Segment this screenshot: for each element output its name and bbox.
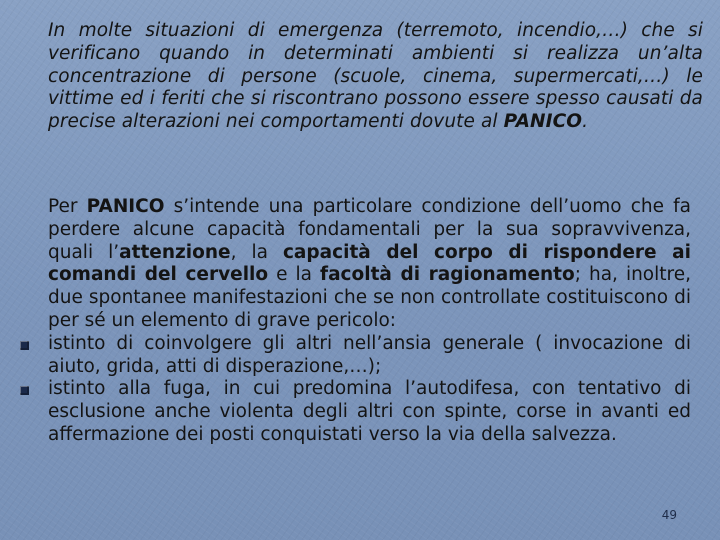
definition-paragraph xyxy=(48,196,691,333)
square-bullet-icon xyxy=(20,341,29,350)
definition-bold-capacita: capacità del corpo di rispondere ai comandi del cervello xyxy=(48,241,691,286)
page-number: 49 xyxy=(661,508,677,522)
bullet-text: istinto di coinvolgere gli altri nell’ansia generale ( invocazione di aiuto, grida, atti di disperazione,…); xyxy=(48,332,691,377)
definition-bold-ragionamento: facoltà di ragionamento xyxy=(320,264,575,286)
square-bullet-icon xyxy=(20,386,29,395)
definition-text: ; ha, inoltre, due spontanee manifestazioni che se non controllate costituiscono di per sé un elemento di grave pericolo: xyxy=(48,264,691,331)
intro-text: In molte situazioni di emergenza (terremoto, incendio,…) che si verificano quando in determinati ambienti si realizza un’alta concentrazione di persone (scuole, cinema, supermercati,…) le vittime ed i feriti che si riscontrano possono essere spesso causati da precise alterazioni nei comportamenti dovute al xyxy=(48,20,703,133)
definition-text: e la xyxy=(268,264,321,286)
body-block xyxy=(48,196,691,447)
list-item xyxy=(48,333,691,379)
definition-term: PANICO xyxy=(86,196,165,217)
intro-paragraph xyxy=(48,20,703,134)
intro-panico-emphasis: PANICO xyxy=(503,111,583,133)
list-item xyxy=(48,378,691,446)
intro-text-end: . xyxy=(582,111,589,133)
definition-text: s’intende una particolare condizione dell’uomo che fa perdere alcune capacità fondamentali per la sua sopravvivenza, quali l’ xyxy=(48,196,691,263)
definition-bold-attenzione: attenzione xyxy=(119,241,231,263)
definition-text: Per xyxy=(48,196,87,217)
bullet-list xyxy=(48,333,691,447)
definition-text: , la xyxy=(230,241,283,263)
bullet-text: istinto alla fuga, in cui predomina l’autodifesa, con tentativo di esclusione anche violenta degli altri con spinte, corse in avanti ed affermazione dei posti conquistati verso la via della salvezza. xyxy=(48,378,691,445)
